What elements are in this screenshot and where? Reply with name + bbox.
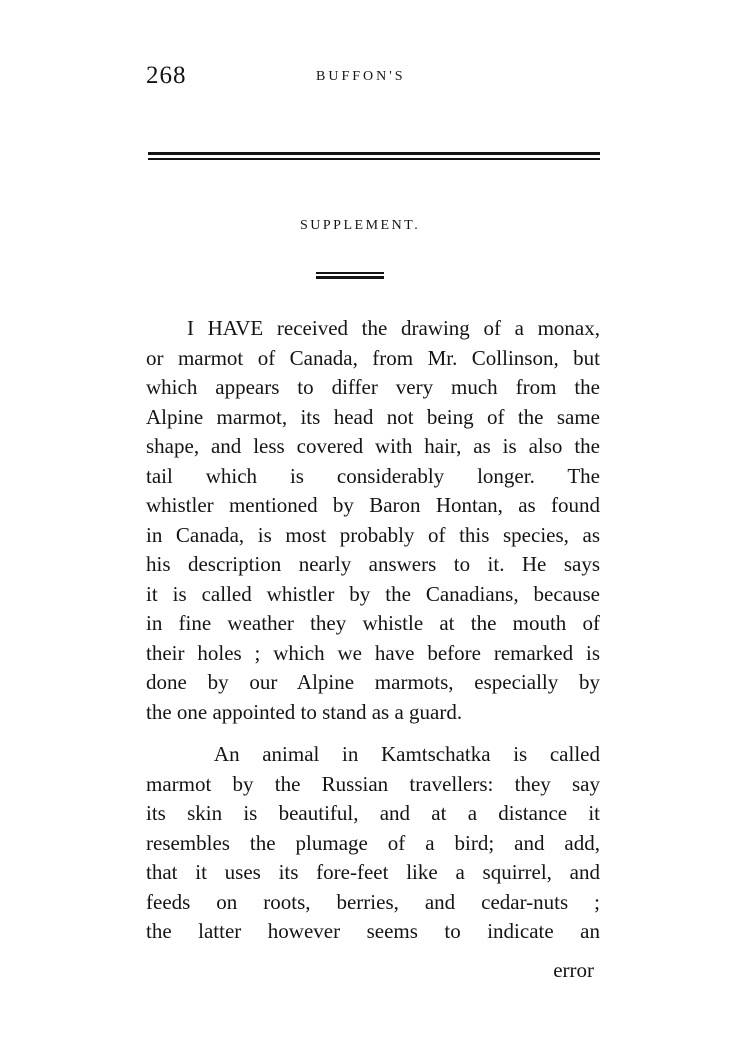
paragraph-1 xyxy=(146,314,600,727)
running-head: BUFFON'S xyxy=(316,69,406,84)
text-line: his description nearly answers to it. He says xyxy=(146,552,600,576)
text-line: it is called whistler by the Canadians, because xyxy=(146,581,600,606)
text-line: their holes ; which we have before remarked is xyxy=(146,640,600,665)
text-line: marmot by the Russian travellers: they say xyxy=(146,771,600,796)
text-line: the one appointed to stand as a guard. xyxy=(146,699,463,724)
text-line: resembles the plumage of a bird; and add, xyxy=(146,830,600,855)
text-line: shape, and less covered with hair, as is also the xyxy=(146,434,600,458)
catchword: error xyxy=(553,958,594,982)
text-line: feeds on roots, berries, and cedar-nuts ; xyxy=(146,889,600,914)
text-line: done by our Alpine marmots, especially by xyxy=(146,670,600,694)
text-line: that it uses its fore-feet like a squirrel, and xyxy=(146,860,600,884)
section-title: SUPPLEMENT. xyxy=(300,218,421,233)
page-number: 268 xyxy=(146,62,187,89)
header-double-rule xyxy=(148,152,600,160)
page-header xyxy=(146,62,602,94)
text-line: in Canada, is most probably of this species, as xyxy=(146,522,600,547)
text-line: in fine weather they whistle at the mouth of xyxy=(146,611,600,635)
text-line: tail which is considerably longer. The xyxy=(146,463,600,488)
text-line: the latter however seems to indicate an xyxy=(146,919,600,943)
text-line: or marmot of Canada, from Mr. Collinson, but xyxy=(146,345,600,370)
text-line: I HAVE received the drawing of a monax, xyxy=(146,316,600,340)
section-rule xyxy=(316,272,384,279)
paragraph-2 xyxy=(146,740,600,947)
text-line: Alpine marmot, its head not being of the same xyxy=(146,404,600,429)
text-line: which appears to differ very much from the xyxy=(146,375,600,399)
text-line: An animal in Kamtschatka is called xyxy=(146,742,600,766)
text-line: whistler mentioned by Baron Hontan, as found xyxy=(146,493,600,517)
text-line: its skin is beautiful, and at a distance it xyxy=(146,801,600,825)
